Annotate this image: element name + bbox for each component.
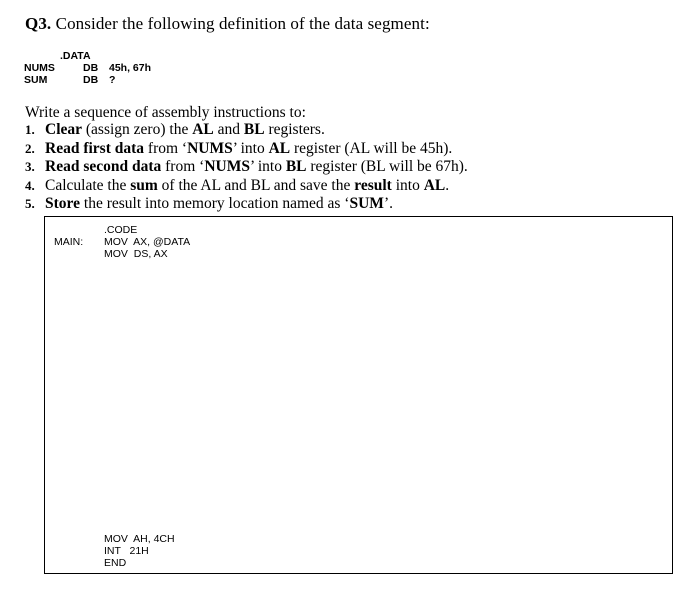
code-directive: .CODE [104,224,138,236]
step-emphasis: BL [285,158,307,176]
step-text: register (AL will be 45h). [290,139,453,157]
instruction-step [25,158,468,177]
step-text: ’. [383,195,393,213]
step-text: registers. [264,121,325,138]
code-line: MOV AH, 4CH [104,533,175,545]
data-directive: .DATA [60,50,91,62]
step-text: of the AL and BL and save the [157,176,355,194]
step-emphasis: Read first data [45,139,145,157]
step-number: 2. [25,140,35,156]
step-text: into [391,176,424,194]
step-text: . [445,176,450,194]
step-emphasis: result [354,176,392,194]
data-operand: ? [109,74,116,86]
data-label: NUMS [24,62,55,74]
data-line-nums [24,62,224,74]
step-text: Calculate the [45,176,131,194]
code-line: END [104,557,127,569]
instruction-steps-list [25,121,468,214]
step-number: 5. [25,196,35,212]
instruction-step [25,140,468,159]
data-op: DB [83,74,99,86]
code-line: MOV DS, AX [104,248,168,260]
step-emphasis: Read second data [45,158,162,176]
step-emphasis: AL [192,121,214,138]
data-line-sum [24,74,224,86]
step-emphasis: AL [268,139,291,157]
step-emphasis: Clear [45,121,83,138]
step-emphasis: BL [243,121,265,138]
instructions-intro: Write a sequence of assembly instructions to: [25,104,306,121]
step-text: ’ into [249,158,286,176]
instruction-step [25,121,468,140]
step-emphasis: Store [45,195,81,213]
step-emphasis: SUM [349,195,384,213]
question-text: Consider the following definition of the data segment: [55,14,430,33]
instruction-step [25,177,468,196]
step-number: 3. [25,159,35,175]
step-text: register (BL will be 67h). [306,158,468,176]
step-text: the result into memory location named as ‘ [80,195,350,213]
step-emphasis: NUMS [187,139,233,157]
data-segment-block [24,50,224,86]
code-line: INT 21H [104,545,149,557]
step-emphasis: sum [130,176,158,194]
step-number: 1. [25,122,35,137]
code-label: MAIN: [54,236,84,248]
step-emphasis: NUMS [204,158,250,176]
step-text: from ‘ [161,158,205,176]
step-text: ’ into [232,139,269,157]
step-text: and [213,121,244,138]
code-line: MOV AX, @DATA [104,236,191,248]
instruction-step [25,195,468,214]
code-answer-box [44,216,673,574]
data-operand: 45h, 67h [109,62,152,74]
step-text: from ‘ [144,139,188,157]
question-number: Q3. [25,14,52,33]
data-op: DB [83,62,99,74]
data-label: SUM [24,74,48,86]
step-emphasis: AL [423,176,446,194]
question-heading [25,14,430,34]
step-number: 4. [25,177,35,193]
step-text: (assign zero) the [82,121,193,138]
